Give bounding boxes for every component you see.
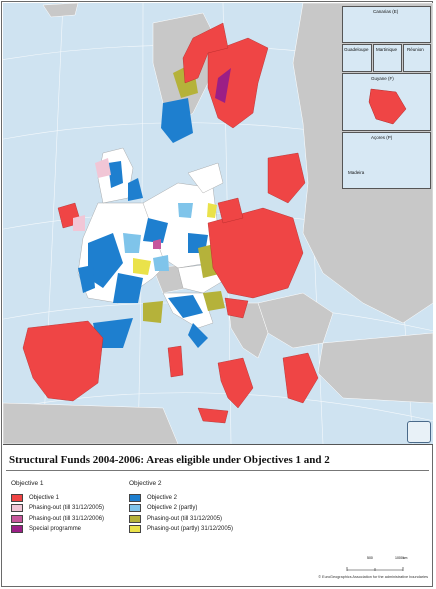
inset-guyane <box>342 73 431 131</box>
scale-bar-graphic <box>345 565 405 573</box>
scale-bar <box>345 556 408 566</box>
obj2-partly-patch <box>123 233 141 253</box>
turkey <box>318 333 433 403</box>
inset-label-martinique: Martinique <box>376 47 398 52</box>
legend-label: Phasing-out (partly) 31/12/2005) <box>147 526 234 532</box>
obj1-finland <box>208 38 268 128</box>
inset-label-guyane: Guyane (F) <box>371 76 394 81</box>
balkans-east <box>258 293 333 348</box>
obj1-sardinia <box>168 346 183 377</box>
legend-label: Phasing-out (till 31/12/2005) <box>147 515 223 522</box>
obj2-phasing-out-patch <box>143 301 163 323</box>
inset-acores-madeira <box>342 132 431 189</box>
north-africa <box>3 403 178 444</box>
legend-swatch <box>11 504 23 512</box>
obj1-poland-czech-slovakia-hungary <box>208 208 303 298</box>
inset-label-guadeloupe: Guadeloupe <box>344 47 369 52</box>
legend-item <box>11 514 104 523</box>
legend-label: Objective 2 (partly) <box>147 505 198 511</box>
legend-item <box>11 493 59 502</box>
map-title: Structural Funds 2004-2006: Areas eligible under Objectives 1 and 2 <box>9 454 330 466</box>
legend-label: Phasing-out (till 31/12/2005) <box>29 505 105 511</box>
obj1-greece <box>283 353 318 403</box>
legend-swatch <box>129 525 141 533</box>
legend-item <box>11 525 81 534</box>
obj2-patch <box>78 265 95 293</box>
inset-guadeloupe <box>342 44 372 72</box>
legend-item <box>11 504 104 513</box>
eligibility-map <box>3 3 433 445</box>
guyane-shape <box>361 84 421 129</box>
credit-text: © EuroGeographics Association for the administrative boundaries <box>318 575 428 579</box>
scale-mid-label: 500 <box>367 556 373 560</box>
inset-label-acores: Açores (P) <box>371 135 393 140</box>
obj2-patch <box>161 98 193 143</box>
legend-label: Objective 2 <box>147 494 178 501</box>
obj1-baltics <box>268 153 305 203</box>
obj1-sicily <box>198 408 228 423</box>
obj1-iberia <box>23 321 103 401</box>
obj2-patch <box>113 273 143 303</box>
scale-end-label: 1000km <box>395 556 408 560</box>
legend-swatch <box>129 515 141 523</box>
legend-swatch <box>11 515 23 523</box>
legend-heading-objective2: Objective 2 <box>129 480 162 487</box>
inset-label-madeira: Madeira <box>348 170 365 175</box>
legend-swatch <box>129 504 141 512</box>
legend-swatch <box>129 494 141 502</box>
inset-martinique <box>373 44 402 72</box>
legend-label: Special programme <box>29 526 82 532</box>
legend-label: Phasing-out (till 31/12/2006) <box>29 515 105 522</box>
inset-label-canarias: Canarias (E) <box>373 9 399 14</box>
eu-regional-policy-logo-icon <box>407 421 431 443</box>
legend-swatch <box>11 494 23 502</box>
legend-item <box>129 514 222 523</box>
obj2-partly-patch <box>178 203 193 218</box>
legend-label: Objective 1 <box>29 494 60 501</box>
inset-canarias <box>342 6 431 43</box>
legend-item <box>129 525 233 534</box>
title-rule <box>6 470 429 471</box>
legend-item <box>129 504 197 513</box>
legend-swatch <box>11 525 23 533</box>
obj1-south-italy <box>218 358 253 408</box>
inset-reunion <box>403 44 431 72</box>
legend-heading-objective1: Objective 1 <box>11 480 44 487</box>
inset-label-reunion: Réunion <box>407 47 424 52</box>
legend-item <box>129 493 177 502</box>
iceland <box>43 3 78 17</box>
